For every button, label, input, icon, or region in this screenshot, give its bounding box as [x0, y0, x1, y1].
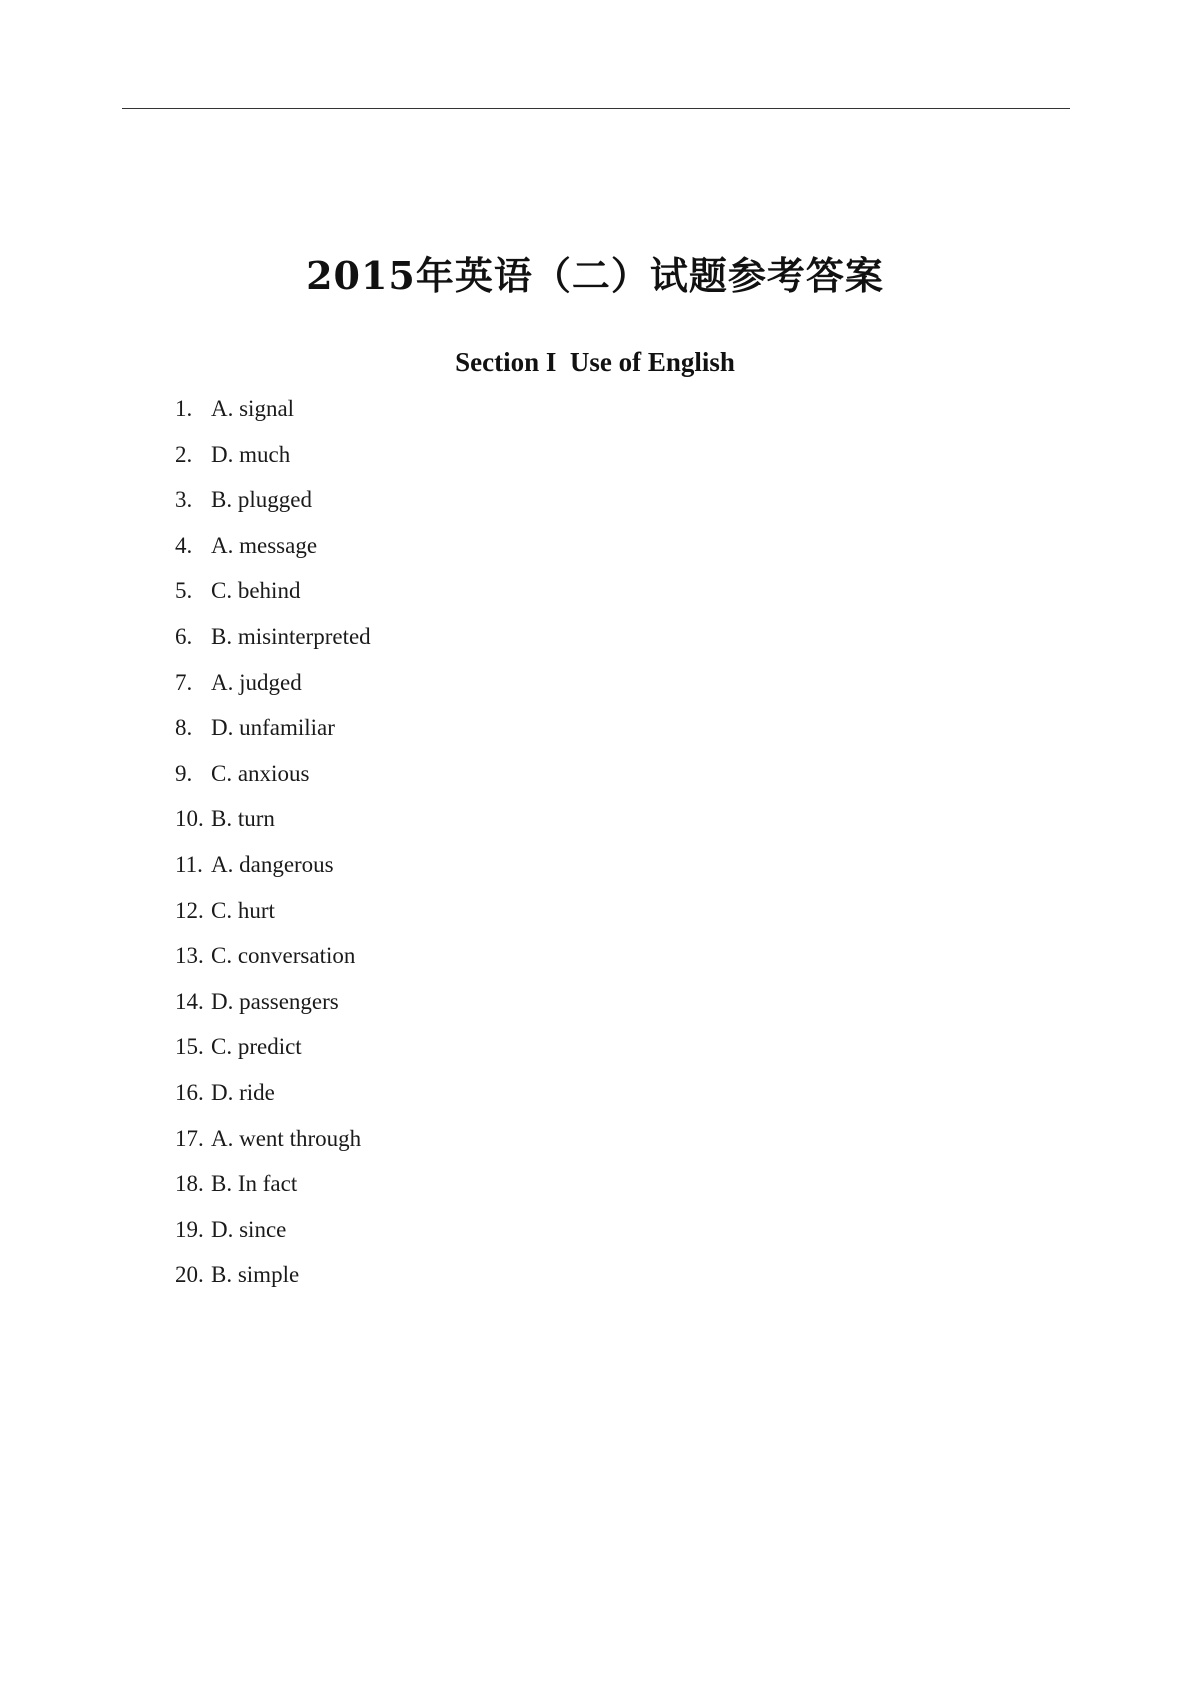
answer-item-16 [175, 1070, 371, 1116]
answer-number: 20. [175, 1262, 204, 1288]
answer-text: A. signal [211, 396, 295, 421]
page-title: 2015年英语（二）试题参考答案 [306, 253, 884, 298]
answer-number: 11. [175, 851, 203, 877]
answer-item-2 [175, 432, 371, 478]
answer-item-9 [175, 751, 371, 797]
answer-number: 17. [175, 1125, 204, 1151]
answer-number: 6. [175, 623, 193, 649]
answer-list [175, 386, 371, 1298]
answer-text: D. since [211, 1216, 287, 1242]
answer-item-14 [175, 979, 371, 1025]
answer-item-1 [175, 386, 371, 432]
answer-number: 3. [175, 487, 193, 513]
answer-number: 10. [175, 806, 204, 832]
answer-item-18 [175, 1161, 371, 1207]
answer-number: 9. [175, 760, 193, 786]
answer-text: C. behind [211, 578, 301, 604]
answer-item-8 [175, 705, 371, 751]
answer-text: A. judged [211, 669, 302, 695]
answer-text: B. turn [211, 806, 275, 832]
answer-item-11 [175, 842, 371, 888]
answer-text: B. misinterpreted [211, 623, 371, 649]
answer-item-13 [175, 933, 371, 979]
answer-item-10 [175, 796, 371, 842]
answer-text: D. ride [211, 1079, 275, 1105]
answer-text: C. conversation [211, 943, 356, 969]
answer-number: 1. [175, 396, 193, 421]
answer-number: 18. [175, 1171, 204, 1197]
answer-number: 13. [175, 943, 204, 969]
answer-number: 16. [175, 1079, 204, 1105]
answer-number: 4. [175, 532, 193, 558]
answer-text: B. plugged [211, 487, 312, 513]
answer-text: A. dangerous [211, 851, 334, 877]
answer-number: 7. [175, 669, 193, 695]
answer-text: D. passengers [211, 988, 339, 1014]
answer-text: A. message [211, 532, 318, 558]
answer-text: C. anxious [211, 760, 310, 786]
answer-item-19 [175, 1207, 371, 1253]
answer-text: D. much [211, 441, 291, 467]
answer-item-5 [175, 568, 371, 614]
answer-text: A. went through [211, 1125, 362, 1151]
answer-item-12 [175, 888, 371, 934]
answer-number: 19. [175, 1216, 204, 1242]
answer-item-4 [175, 523, 371, 569]
answer-item-6 [175, 614, 371, 660]
answer-item-15 [175, 1024, 371, 1070]
answer-number: 5. [175, 578, 193, 604]
answer-item-20 [175, 1252, 371, 1298]
answer-item-7 [175, 660, 371, 706]
header-rule [122, 108, 1070, 109]
section-heading: Section I Use of English [455, 347, 735, 377]
answer-number: 12. [175, 897, 204, 923]
answer-item-3 [175, 477, 371, 523]
answer-text: B. simple [211, 1262, 300, 1288]
answer-text: B. In fact [211, 1171, 298, 1197]
answer-number: 2. [175, 441, 193, 467]
answer-number: 14. [175, 988, 204, 1014]
answer-number: 15. [175, 1034, 204, 1060]
answer-text: D. unfamiliar [211, 715, 335, 741]
answer-text: C. hurt [211, 897, 275, 923]
answer-number: 8. [175, 715, 193, 741]
answer-item-17 [175, 1116, 371, 1162]
answer-text: C. predict [211, 1034, 302, 1060]
